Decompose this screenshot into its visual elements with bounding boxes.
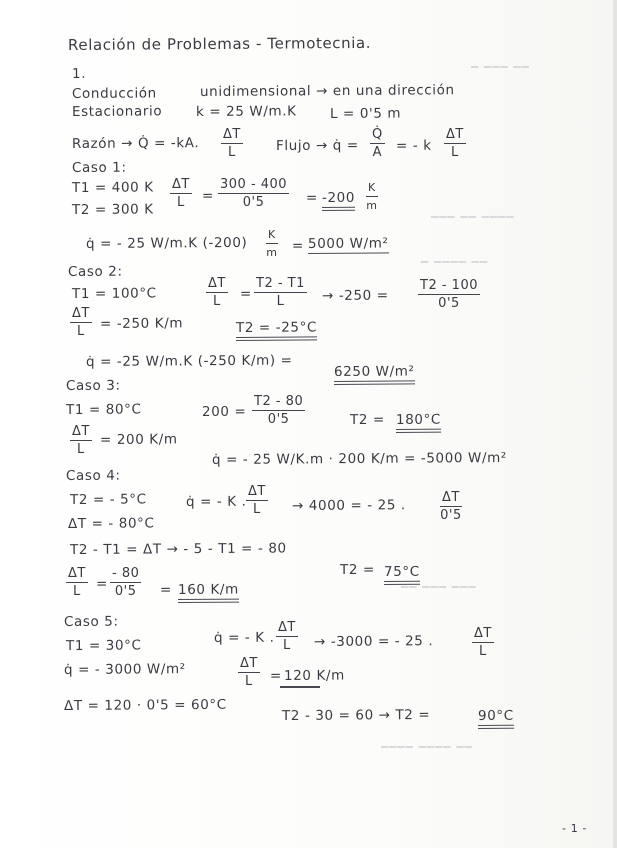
- bleed-through-text: ━━ ━━━ ━: [470, 60, 529, 74]
- caso4-T2b-label: T2 =: [339, 561, 375, 578]
- caso5-grad-value: 120 K/m: [283, 667, 345, 684]
- equals-sign: =: [305, 189, 318, 206]
- problem-number: 1.: [71, 65, 87, 82]
- fraction-numerator: ΔT: [72, 306, 90, 321]
- caso4-dT-over-0-5: [440, 490, 462, 523]
- bleed-through-text: ━━━━ ━━ ━━━: [430, 210, 514, 224]
- caso2-flux-result: 6250 W/m²: [334, 363, 415, 385]
- fraction-numerator: 300 - 400: [220, 177, 288, 192]
- equals-sign: =: [291, 237, 304, 254]
- flujo-equation: Flujo → q̇ =: [275, 137, 359, 154]
- caso4-fraction: [110, 566, 141, 599]
- unidimensional-text: unidimensional → en una dirección: [199, 82, 455, 100]
- bleed-through-text: ━━━ ━━━ ━━: [400, 580, 476, 594]
- fraction-denominator: L: [77, 324, 85, 339]
- caso5-final: T2 - 30 = 60 → T2 =: [281, 706, 431, 724]
- caso2-T2: T2 = -25°C: [236, 319, 317, 341]
- fraction-denominator: L: [73, 584, 81, 599]
- caso2-gradient: = -250 K/m: [99, 315, 184, 332]
- dT-over-L-fraction-2: [444, 127, 466, 160]
- caso5-T1: T1 = 30°C: [65, 637, 142, 654]
- caso4-T2: T2 = - 5°C: [69, 491, 147, 508]
- caso3-lhs: 200 =: [201, 403, 247, 420]
- caso2-dT-over-L-2: [70, 306, 92, 339]
- caso2-dT-over-L: [206, 276, 228, 309]
- fraction-denominator: L: [245, 674, 253, 689]
- fraction-numerator: T2 - 100: [420, 278, 478, 293]
- equals-sign: =: [95, 575, 108, 592]
- fraction-denominator: L: [213, 294, 221, 309]
- fraction-denominator: L: [77, 442, 85, 457]
- bleed-through-text: ━━ ━━━━ ━━━━: [380, 740, 472, 754]
- fraction-numerator: ΔT: [172, 177, 190, 192]
- fraction-denominator: L: [451, 145, 459, 160]
- fraction-denominator: m: [366, 199, 378, 212]
- caso1-T2: T2 = 300 K: [71, 201, 154, 218]
- caso1-unit: [366, 180, 378, 213]
- caso1-flux-result: 5000 W/m²: [307, 235, 389, 252]
- k-value: k = 25 W/m.K: [195, 103, 297, 120]
- caso3-fraction: [252, 394, 305, 427]
- fraction-numerator: ΔT: [223, 127, 241, 142]
- fraction-numerator: ΔT: [248, 484, 266, 499]
- caso5-label: Caso 5:: [63, 613, 119, 630]
- fraction-numerator: ΔT: [72, 424, 90, 439]
- caso2-fraction-2: [418, 278, 480, 311]
- fraction-numerator: ΔT: [208, 276, 226, 291]
- conduccion-label: Conducción: [71, 85, 157, 102]
- equals-sign: =: [159, 581, 172, 598]
- caso4-T2b-value: 75°C: [384, 564, 420, 585]
- caso5-final-value: 90°C: [478, 708, 514, 729]
- caso4-relation: T2 - T1 = ΔT → - 5 - T1 = - 80: [69, 540, 287, 558]
- fraction-numerator: T2 - 80: [254, 394, 304, 409]
- fraction-denominator: 0'5: [114, 584, 137, 599]
- caso1-flux-line: q̇ = - 25 W/m.K (-200): [85, 234, 248, 252]
- caso3-T2-value: 180°C: [396, 412, 441, 433]
- caso4-result: 160 K/m: [178, 582, 239, 603]
- equals-sign: =: [239, 285, 252, 302]
- fraction-numerator: K: [366, 180, 378, 197]
- fraction-denominator: L: [253, 502, 261, 517]
- equals-sign: =: [201, 187, 214, 204]
- fraction-denominator: 0'5: [267, 412, 290, 427]
- caso1-label: Caso 1:: [71, 159, 127, 176]
- caso5-q-eq: q̇ = - K .: [213, 629, 275, 646]
- minus-k-text: = - k: [395, 137, 432, 154]
- caso3-gradient: = 200 K/m: [99, 431, 178, 448]
- fraction-numerator: ΔT: [240, 656, 258, 671]
- fraction-denominator: 0'5: [440, 508, 462, 523]
- fraction-numerator: ΔT: [446, 127, 464, 142]
- dT-over-L-fraction: [221, 127, 243, 160]
- caso3-label: Caso 3:: [65, 377, 121, 394]
- caso2-label: Caso 2:: [67, 263, 123, 280]
- caso5-arrow: → -3000 = - 25 .: [313, 633, 434, 650]
- caso3-T1: T1 = 80°C: [65, 401, 142, 418]
- caso5-dT-over-L-2: [472, 626, 494, 659]
- caso5-dT: ΔT = 120 · 0'5 = 60°C: [63, 696, 227, 714]
- caso4-dT-over-L-2: [66, 566, 88, 599]
- Q-over-A-fraction: [370, 127, 385, 160]
- page-number: - 1 -: [561, 821, 587, 835]
- caso4-q-eq: q̇ = - K .: [185, 493, 247, 510]
- fraction-numerator: ΔT: [442, 490, 460, 505]
- caso3-flux-line: q̇ = - 25 W/K.m · 200 K/m = -5000 W/m²: [211, 449, 507, 468]
- fraction-numerator: - 80: [112, 566, 140, 581]
- fraction-denominator: A: [372, 145, 383, 160]
- caso4-label: Caso 4:: [65, 467, 121, 484]
- fraction-denominator: L: [283, 638, 291, 653]
- fraction-denominator: L: [276, 294, 285, 309]
- caso5-grad-eq: =: [269, 667, 282, 684]
- caso2-fraction: [254, 276, 307, 309]
- fraction-denominator: L: [479, 644, 487, 659]
- fraction-numerator: ΔT: [68, 566, 86, 581]
- caso2-eq: → -250 =: [321, 287, 389, 304]
- caso5-grad-underline: [280, 686, 320, 688]
- page-edge: [613, 0, 617, 848]
- fraction-numerator: K: [266, 227, 278, 244]
- caso2-T1: T1 = 100°C: [71, 285, 157, 302]
- page-title: Relación de Problemas - Termotecnia.: [67, 33, 372, 54]
- estacionario-label: Estacionario: [71, 103, 163, 120]
- bleed-through-text: ━━ ━━━━ ━: [420, 255, 488, 269]
- caso2-flux-line: q̇ = -25 W/m.K (-250 K/m) =: [85, 352, 293, 370]
- caso3-T2-label: T2 =: [349, 411, 385, 428]
- caso5-dT-over-L-3: [238, 656, 260, 689]
- fraction-numerator: ΔT: [474, 626, 492, 641]
- caso4-dT: ΔT = - 80°C: [67, 515, 155, 532]
- fraction-denominator: L: [177, 195, 185, 210]
- caso1-fraction: [218, 177, 289, 210]
- fraction-numerator: Q̇: [372, 127, 383, 142]
- fraction-numerator: ΔT: [278, 620, 296, 635]
- caso1-flux-unit: [266, 227, 278, 260]
- caso1-dT-over-L: [170, 177, 192, 210]
- razon-equation: Razón → Q̇ = -kA.: [71, 135, 200, 152]
- caso4-arrow: → 4000 = - 25 .: [291, 497, 406, 514]
- fraction-denominator: m: [266, 246, 278, 259]
- fraction-denominator: 0'5: [438, 296, 460, 311]
- fraction-denominator: L: [228, 145, 236, 160]
- caso3-dT-over-L: [70, 424, 92, 457]
- caso1-T1: T1 = 400 K: [71, 179, 154, 196]
- caso4-dT-over-L: [246, 484, 268, 517]
- L-value: L = 0'5 m: [329, 105, 402, 122]
- caso5-q: q̇ = - 3000 W/m²: [63, 661, 186, 678]
- caso1-result: -200: [322, 190, 355, 211]
- fraction-numerator: T2 - T1: [256, 276, 305, 291]
- caso5-dT-over-L: [276, 620, 298, 653]
- fraction-denominator: 0'5: [242, 195, 265, 210]
